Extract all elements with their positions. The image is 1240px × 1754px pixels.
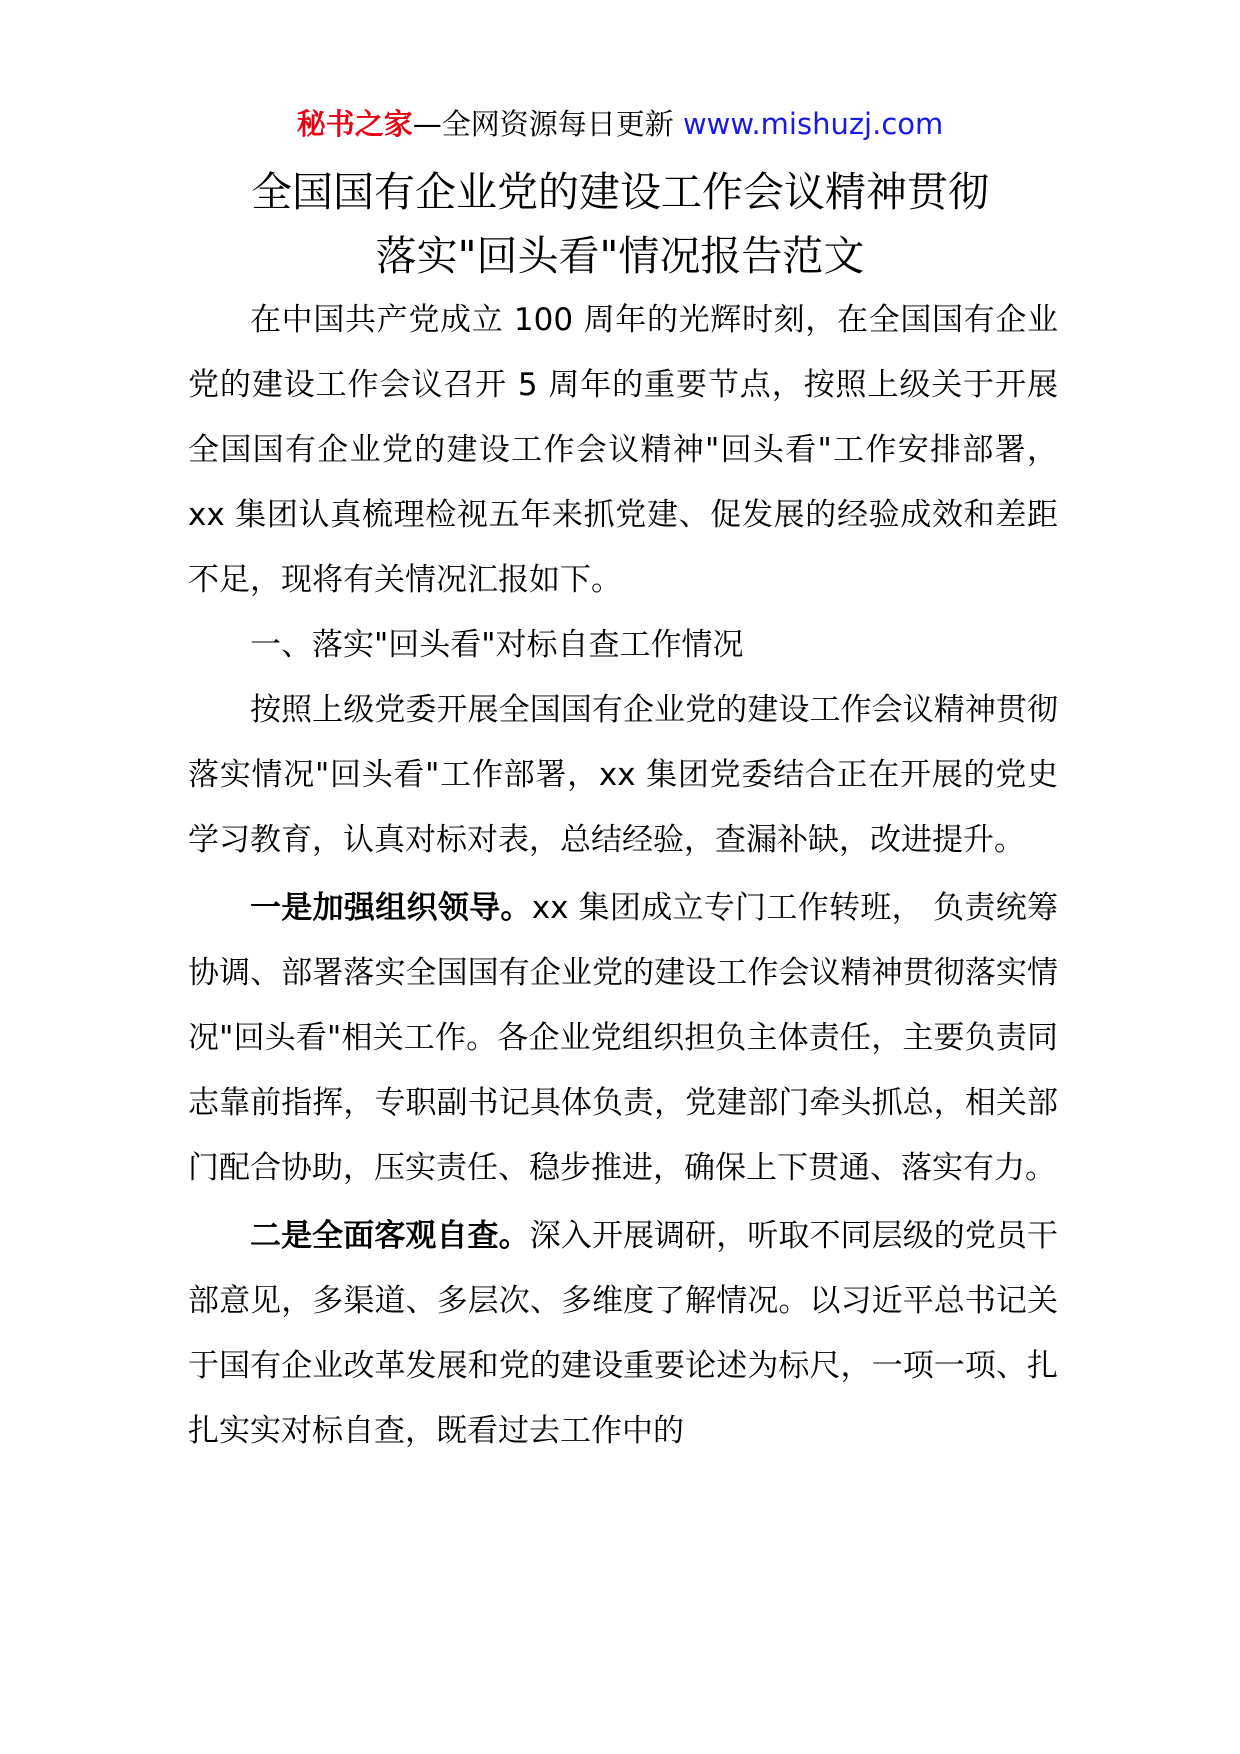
site-slogan: —全网资源每日更新	[412, 107, 674, 141]
paragraph-organization	[188, 876, 1058, 1201]
document-body	[188, 288, 1058, 1464]
document-title-line1: 全国国有企业党的建设工作会议精神贯彻	[251, 168, 989, 216]
paragraph-organization-body: xx 集团成立专门工作转班， 负责统筹协调、部署落实全国国有企业党的建设工作会议精神贯彻落实情况"回头看"相关工作。各企业党组织担负主体责任，主要负责同志靠前指挥，专职副书记具体负责，党建部门牵头抓总，相关部门配合协助，压实责任、稳步推进，确保上下贯通、落实有力。	[188, 890, 1058, 1186]
paragraph-self-inspection-lead: 二是全面客观自查。	[250, 1218, 530, 1254]
site-url-link[interactable]: www.mishuzj.com	[682, 107, 944, 141]
paragraph-self-inspection	[188, 1204, 1058, 1464]
section-heading: 一、落实"回头看"对标自查工作情况	[250, 627, 744, 663]
paragraph-deployment: 按照上级党委开展全国国有企业党的建设工作会议精神贯彻落实情况"回头看"工作部署，xx 集团党委结合正在开展的党史学习教育，认真对标对表，总结经验，查漏补缺，改进提升。	[188, 692, 1058, 858]
site-brand: 秘书之家	[296, 107, 413, 141]
paragraph-organization-lead: 一是加强组织领导。	[250, 890, 532, 926]
intro-paragraph: 在中国共产党成立 100 周年的光辉时刻，在全国国有企业党的建设工作会议召开 5 周年的重要节点，按照上级关于开展全国国有企业党的建设工作会议精神"回头看"工作安排部署，xx 集团认真梳理检视五年来抓党建、促发展的经验成效和差距不足，现将有关情况汇报如下。	[188, 302, 1058, 598]
paragraph-self-inspection-body: 深入开展调研，听取不同层级的党员干部意见，多渠道、多层次、多维度了解情况。以习近平总书记关于国有企业改革发展和党的建设重要论述为标尺，一项一项、扎扎实实对标自查，既看过去工作中的	[188, 1218, 1059, 1449]
document-title-line2: 落实"回头看"情况报告范文	[375, 232, 865, 280]
document-title	[150, 160, 1090, 288]
site-header	[0, 104, 1240, 144]
